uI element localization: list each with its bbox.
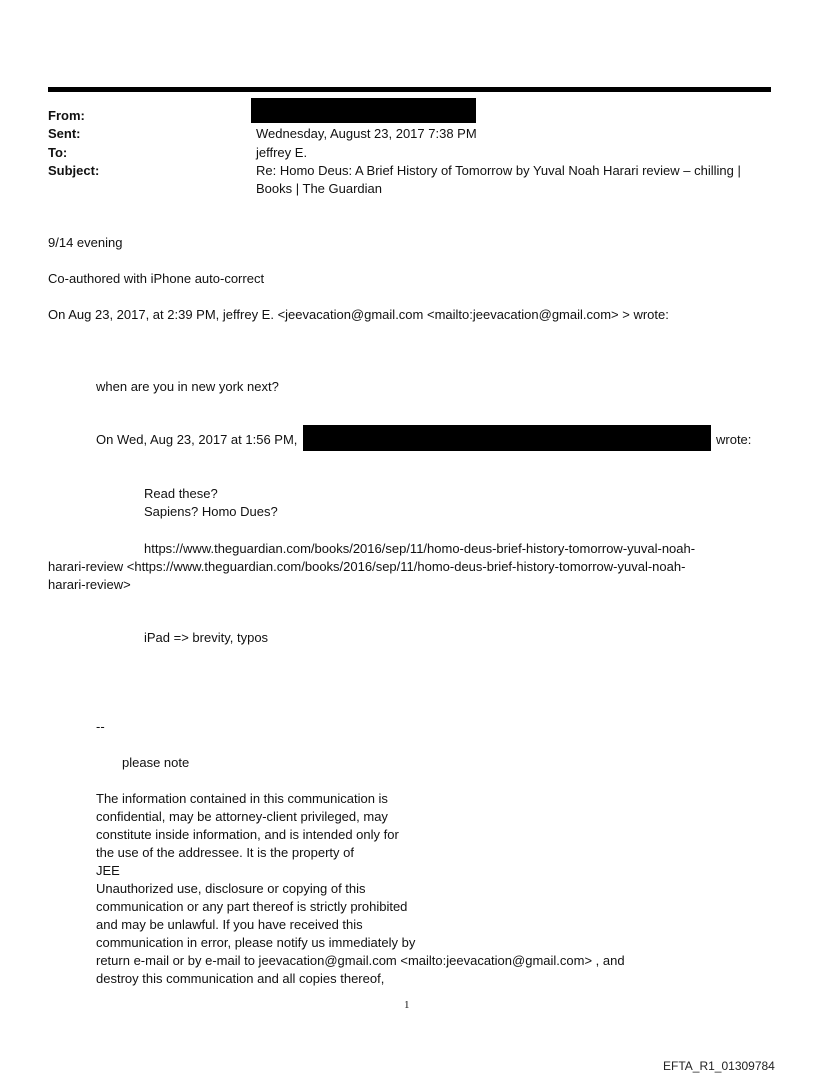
body-coauthored-line: Co-authored with iPhone auto-correct <box>48 271 265 286</box>
disclaimer-line: JEE <box>96 863 120 878</box>
from-label: From: <box>48 108 85 123</box>
page-number: 1 <box>404 999 410 1011</box>
disclaimer-line: confidential, may be attorney-client privileged, may <box>96 809 388 824</box>
sapiens-line: Sapiens? Homo Dues? <box>144 504 278 519</box>
redaction-sender <box>303 425 711 451</box>
disclaimer-line: communication or any part thereof is strictly prohibited <box>96 899 408 914</box>
subject-value-line2: Books | The Guardian <box>256 181 382 196</box>
url-line-3: harari-review> <box>48 577 131 592</box>
to-value: jeffrey E. <box>256 145 308 160</box>
disclaimer-line: return e-mail or by e-mail to jeevacation@gmail.com <mailto:jeevacation@gmail.com> , and <box>96 953 625 968</box>
subject-label: Subject: <box>48 163 100 178</box>
disclaimer-line: Unauthorized use, disclosure or copying of this <box>96 881 366 896</box>
url-line-1: https://www.theguardian.com/books/2016/sep/11/homo-deus-brief-history-tomorrow-yuval-noah- <box>144 541 696 556</box>
question-line: when are you in new york next? <box>96 379 279 394</box>
redaction-from <box>251 98 476 123</box>
disclaimer-line: and may be unlawful. If you have received this <box>96 917 363 932</box>
sent-value: Wednesday, August 23, 2017 7:38 PM <box>256 126 477 141</box>
subject-value-line1: Re: Homo Deus: A Brief History of Tomorrow by Yuval Noah Harari review – chilling | <box>256 163 741 178</box>
url-line-2: harari-review <https://www.theguardian.com/books/2016/sep/11/homo-deus-brief-history-tomorrow-yuval-noah- <box>48 559 686 574</box>
header-rule <box>48 87 771 92</box>
disclaimer-line: constitute inside information, and is intended only for <box>96 827 399 842</box>
sent-label: Sent: <box>48 126 81 141</box>
signature-separator: -- <box>96 719 105 734</box>
to-label: To: <box>48 145 68 160</box>
wed-wrote-text: wrote: <box>716 432 752 447</box>
disclaimer-line: communication in error, please notify us immediately by <box>96 935 416 950</box>
ipad-line: iPad => brevity, typos <box>144 630 269 645</box>
disclaimer-line: The information contained in this communication is <box>96 791 388 806</box>
document-id: EFTA_R1_01309784 <box>663 1059 775 1073</box>
disclaimer-line: the use of the addressee. It is the property of <box>96 845 354 860</box>
disclaimer-line: destroy this communication and all copies thereof, <box>96 971 385 986</box>
wed-intro-line: On Wed, Aug 23, 2017 at 1:56 PM, <box>96 432 298 447</box>
body-date-line: 9/14 evening <box>48 235 123 250</box>
quote-intro-line: On Aug 23, 2017, at 2:39 PM, jeffrey E. <jeevacation@gmail.com <mailto:jeevacation@gmail.com> > wrote: <box>48 307 669 322</box>
read-these-line: Read these? <box>144 486 218 501</box>
please-note-line: please note <box>122 755 190 770</box>
